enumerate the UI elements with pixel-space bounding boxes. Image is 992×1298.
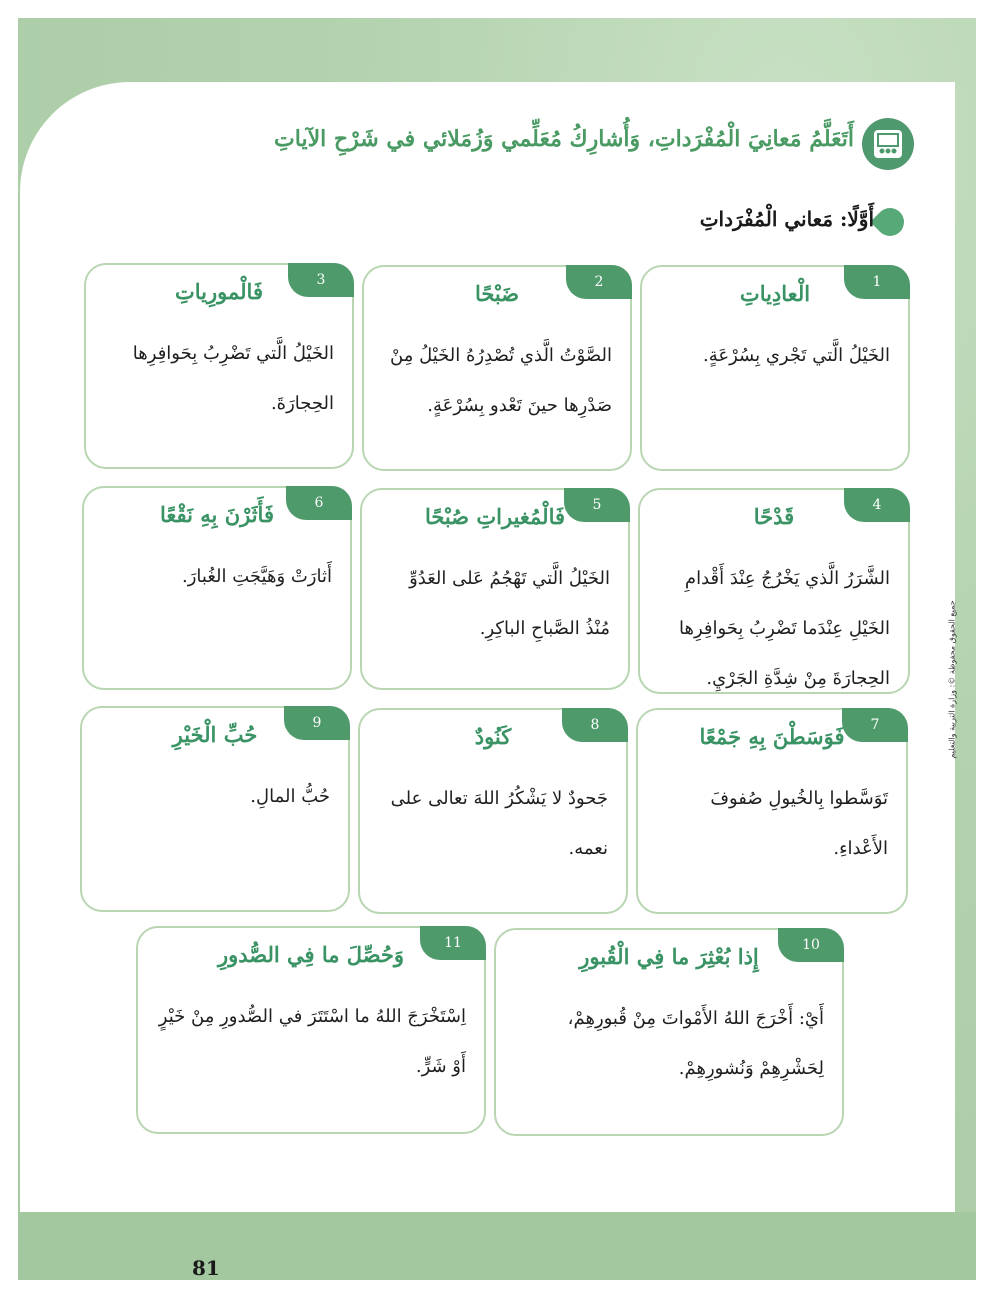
card-number: 9 bbox=[284, 706, 350, 740]
vocab-card-10 bbox=[494, 928, 844, 1136]
card-number: 11 bbox=[420, 926, 486, 960]
classroom-board-icon bbox=[862, 118, 914, 170]
vocab-word: قَدْحًا bbox=[753, 504, 795, 529]
vocab-meaning: اِسْتَخْرَجَ اللهُ ما اسْتَتَرَ في الصُّدورِ مِنْ خَيْرٍ أَوْ شَرٍّ. bbox=[158, 1006, 466, 1077]
card-number: 10 bbox=[778, 928, 844, 962]
vocab-card-7 bbox=[636, 708, 908, 914]
vocab-card-4 bbox=[638, 488, 910, 694]
vocab-card-5 bbox=[360, 488, 630, 690]
card-number: 4 bbox=[844, 488, 910, 522]
card-number: 1 bbox=[844, 265, 910, 299]
card-number: 3 bbox=[288, 263, 354, 297]
lesson-header-title: أَتَعَلَّمُ مَعانِيَ الْمُفْرَداتِ، وَأُشارِكُ مُعَلِّمي وَزُمَلائي في شَرْحِ الآياتِ bbox=[274, 126, 854, 152]
vocab-meaning: جَحودٌ لا يَشْكُرُ اللهَ تعالى على نعمه. bbox=[390, 788, 608, 859]
footer-band bbox=[18, 1212, 976, 1280]
vocab-word: فَالْمورِياتِ bbox=[175, 279, 263, 304]
vocab-meaning: الصَّوْتُ الَّذي تُصْدِرُهُ الخَيْلُ مِنْ صَدْرِها حينَ تَعْدو بِسُرْعَةٍ. bbox=[390, 345, 612, 416]
vocab-card-9 bbox=[80, 706, 350, 912]
vocab-word: ضَبْحًا bbox=[474, 281, 520, 306]
vocab-word: كَنُودٌ bbox=[474, 724, 512, 749]
vocab-card-2 bbox=[362, 265, 632, 471]
vocab-card-3 bbox=[84, 263, 354, 469]
vocab-card-8 bbox=[358, 708, 628, 914]
vocab-word: فَأَثَرْنَ بِهِ نَقْعًا bbox=[159, 502, 274, 527]
vocab-card-11 bbox=[136, 926, 486, 1134]
vocab-word: وَحُصِّلَ ما فِي الصُّدورِ bbox=[217, 942, 405, 967]
copyright-side-note bbox=[932, 300, 962, 1080]
card-number: 5 bbox=[564, 488, 630, 522]
vocab-card-6 bbox=[82, 486, 352, 690]
card-number: 7 bbox=[842, 708, 908, 742]
vocab-word: فَالْمُغيراتِ صُبْحًا bbox=[424, 504, 566, 529]
vocab-meaning: الخَيْلُ الَّتي تَهْجُمُ عَلى العَدُوِّ مُنْذُ الصَّباحِ الباكِرِ. bbox=[409, 568, 610, 639]
vocab-meaning: الخَيْلُ الَّتي تَجْري بِسُرْعَةٍ. bbox=[702, 345, 890, 366]
card-number: 2 bbox=[566, 265, 632, 299]
vocab-meaning: الشَّرَرُ الَّذي يَخْرُجُ عِنْدَ أَقْدامِ الخَيْلِ عِنْدَما تَضْرِبُ بِحَوافِرِها الحِجارَةَ مِنْ شِدَّةِ الجَرْيِ. bbox=[678, 568, 890, 689]
vocab-meaning: الخَيْلُ الَّتي تَضْرِبُ بِحَوافِرِها الحِجارَةَ. bbox=[132, 343, 334, 414]
vocab-meaning: أَيْ: أَخْرَجَ اللهُ الأَمْواتَ مِنْ قُبورِهِمْ، لِحَشْرِهِمْ وَنُشورِهِمْ. bbox=[567, 1008, 824, 1079]
page-number: 81 bbox=[192, 1256, 220, 1280]
vocab-meaning: تَوَسَّطوا بِالخُيولِ صُفوفَ الأَعْداءِ. bbox=[710, 788, 888, 859]
card-number: 8 bbox=[562, 708, 628, 742]
vocab-word: حُبِّ الْخَيْرِ bbox=[172, 722, 258, 747]
copyright-text: جميع الحقوق محفوظة ©: وزارة التربية والتعليم bbox=[947, 600, 957, 759]
vocab-meaning: أَثارَتْ وَهَيَّجَتِ الغُبارَ. bbox=[182, 566, 332, 587]
vocab-word: إِذا بُعْثِرَ ما فِي الْقُبورِ bbox=[579, 944, 759, 969]
vocab-meaning: حُبُّ المالِ. bbox=[250, 786, 330, 807]
vocab-word: فَوَسَطْنَ بِهِ جَمْعًا bbox=[699, 724, 845, 749]
vocab-card-1 bbox=[640, 265, 910, 471]
card-number: 6 bbox=[286, 486, 352, 520]
vocab-word: الْعادِياتِ bbox=[739, 281, 811, 306]
section-title: أَوَّلًا: مَعاني الْمُفْرَداتِ bbox=[699, 207, 874, 231]
